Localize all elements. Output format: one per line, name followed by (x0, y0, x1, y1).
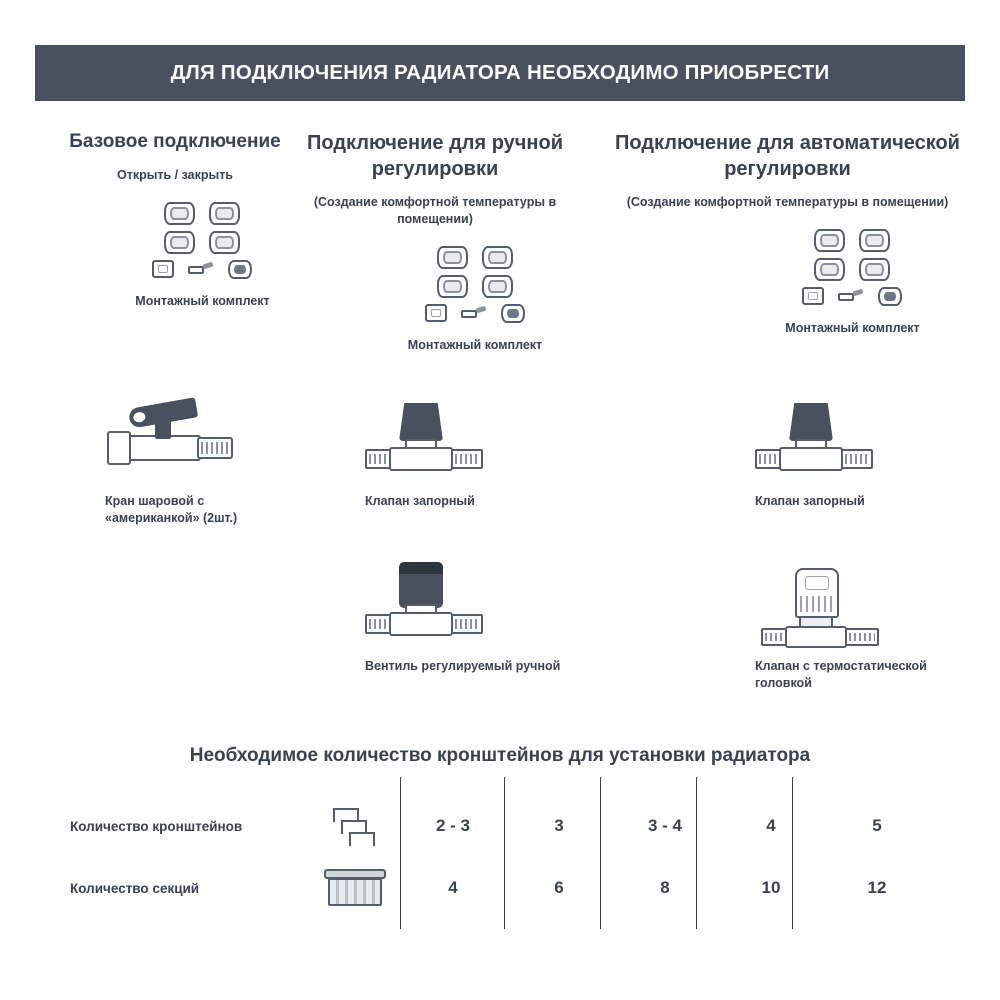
product-shutoff-valve (365, 395, 555, 510)
shutoff-valve-icon (755, 395, 945, 485)
cell-value: 6 (554, 878, 564, 897)
manual-regulating-valve-icon (365, 560, 565, 650)
column-basic-connection (55, 130, 295, 525)
cell-value: 4 (766, 816, 776, 835)
air-vent-icon (461, 306, 487, 320)
product-label: Клапан с термостатической головкой (755, 659, 927, 690)
row-label: Количество секций (70, 880, 200, 896)
shutoff-valve-icon (365, 395, 555, 485)
product-manual-regulating-valve (365, 560, 565, 675)
union-nut-icon (437, 246, 468, 269)
radiator-icon (310, 865, 400, 911)
mounting-kit-group (290, 246, 580, 354)
brackets-table-section (70, 745, 930, 960)
union-nut-icon (482, 275, 513, 298)
cell-value: 4 (448, 878, 458, 897)
plug-icon (425, 304, 447, 322)
mounting-kit-icons (408, 246, 542, 323)
cell-value: 12 (867, 878, 887, 897)
cell-value: 8 (660, 878, 670, 897)
column-subtitle: Открыть / закрыть (116, 167, 233, 182)
product-label: Клапан запорный (755, 494, 865, 508)
air-vent-icon (188, 262, 214, 276)
air-vent-icon (838, 289, 864, 303)
thermostatic-valve-icon (755, 560, 955, 650)
column-title: Подключение для автоматической регулировки (615, 132, 960, 180)
union-nut-icon (814, 229, 845, 252)
bracket-icon (310, 802, 400, 850)
cell-value: 10 (761, 878, 781, 897)
cell-value: 2 - 3 (435, 816, 471, 835)
cell-value: 3 - 4 (647, 816, 683, 835)
brackets-table-title: Необходимое количество кронштейнов для установки радиатора (189, 745, 811, 766)
product-shutoff-valve (755, 395, 945, 510)
column-manual-regulation (290, 130, 580, 673)
column-title: Подключение для ручной регулировки (307, 132, 563, 180)
plug-icon (802, 287, 824, 305)
page-title: ДЛЯ ПОДКЛЮЧЕНИЯ РАДИАТОРА НЕОБХОДИМО ПРИОБРЕСТИ (170, 61, 830, 84)
blind-nut-icon (228, 260, 252, 279)
product-ball-valve (105, 395, 295, 527)
row-label: Количество кронштейнов (70, 818, 243, 834)
mounting-kit-label: Монтажный комплект (407, 337, 543, 352)
column-subtitle: (Создание комфортной температуры в помещении) (626, 195, 949, 209)
table-row (70, 795, 930, 857)
union-nut-icon (482, 246, 513, 269)
blind-nut-icon (878, 287, 902, 306)
union-nut-icon (437, 275, 468, 298)
blind-nut-icon (501, 304, 525, 323)
mounting-kit-icons (135, 202, 269, 279)
product-thermostatic-valve (755, 560, 955, 692)
union-nut-icon (859, 229, 890, 252)
column-subtitle: (Создание комфортной температуры в помещении) (313, 195, 557, 226)
plug-icon (152, 260, 174, 278)
table-row (70, 857, 930, 919)
mounting-kit-label: Монтажный комплект (785, 320, 920, 335)
ball-valve-icon (105, 395, 295, 485)
product-label: Вентиль регулируемый ручной (365, 659, 561, 673)
cell-value: 3 (554, 816, 564, 835)
brackets-table (70, 795, 930, 919)
union-nut-icon (209, 202, 240, 225)
mounting-kit-group (610, 229, 965, 337)
union-nut-icon (164, 231, 195, 254)
union-nut-icon (814, 258, 845, 281)
product-label: Клапан запорный (365, 494, 475, 508)
header-bar (35, 45, 965, 101)
mounting-kit-group (55, 202, 295, 310)
union-nut-icon (164, 202, 195, 225)
union-nut-icon (209, 231, 240, 254)
cell-value: 5 (872, 816, 882, 835)
column-automatic-regulation (610, 130, 965, 690)
union-nut-icon (859, 258, 890, 281)
product-label: Кран шаровой с «американкой» (2шт.) (105, 494, 238, 525)
connection-options (35, 130, 965, 740)
mounting-kit-label: Монтажный комплект (135, 293, 270, 308)
column-title: Базовое подключение (69, 131, 281, 152)
mounting-kit-icons (785, 229, 919, 306)
